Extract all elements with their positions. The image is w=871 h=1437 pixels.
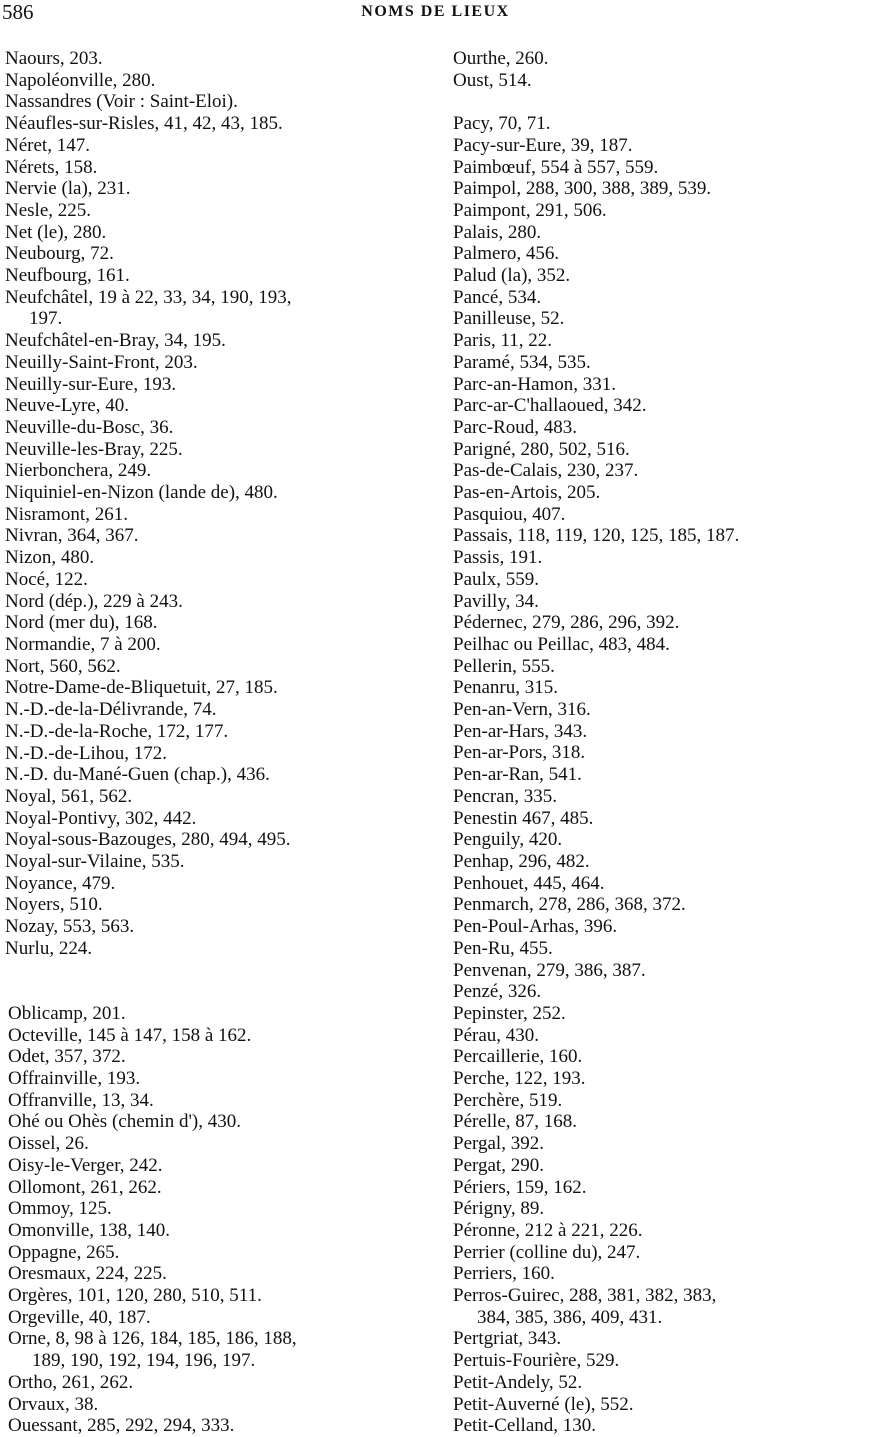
index-entry: Orvaux, 38. — [8, 1393, 99, 1415]
index-entry: Nervie (la), 231. — [5, 178, 131, 200]
index-entry: Nord (dép.), 229 à 243. — [5, 590, 183, 612]
index-entry: Paimbœuf, 554 à 557, 559. — [453, 156, 659, 178]
index-entry: Ollomont, 261, 262. — [8, 1176, 162, 1198]
index-entry: Ortho, 261, 262. — [8, 1371, 134, 1393]
index-entry: Pasquiou, 407. — [453, 503, 566, 525]
index-entry: Palmero, 456. — [453, 243, 560, 265]
index-entry: Penanru, 315. — [453, 677, 559, 699]
index-entry: Notre-Dame-de-Bliquetuit, 27, 185. — [5, 677, 278, 699]
index-entry: Neufchâtel, 19 à 22, 33, 34, 190, 193, — [5, 286, 292, 308]
index-entry: Petit-Andely, 52. — [453, 1371, 583, 1393]
index-entry: N.-D.-de-Lihou, 172. — [5, 742, 167, 764]
index-entry: Nassandres (Voir : Saint-Eloi). — [5, 91, 238, 113]
page-number: 586 — [2, 0, 34, 24]
index-entry: Oppagne, 265. — [8, 1241, 120, 1263]
index-entry: Nurlu, 224. — [5, 937, 93, 959]
index-entry: 384, 385, 386, 409, 431. — [477, 1306, 663, 1328]
index-entry: Nord (mer du), 168. — [5, 612, 158, 634]
index-entry: Pen-ar-Pors, 318. — [453, 742, 586, 764]
section-gap — [453, 91, 869, 113]
index-entry: Neuve-Lyre, 40. — [5, 395, 129, 417]
index-entry: Oissel, 26. — [8, 1133, 89, 1155]
index-entry: Odet, 357, 372. — [8, 1046, 126, 1068]
index-entry: Noyal-sous-Bazouges, 280, 494, 495. — [5, 829, 291, 851]
index-entry: N.-D.-de-la-Roche, 172, 177. — [5, 720, 229, 742]
index-entry: Perros-Guirec, 288, 381, 382, 383, — [453, 1285, 717, 1307]
index-entry: Passis, 191. — [453, 547, 543, 569]
index-entry: Nort, 560, 562. — [5, 655, 121, 677]
index-entry: Neufchâtel-en-Bray, 34, 195. — [5, 330, 226, 352]
right-group-p — [453, 113, 869, 1437]
index-entry: Petit-Celland, 130. — [453, 1415, 597, 1437]
index-entry: Perche, 122, 193. — [453, 1068, 586, 1090]
index-entry: Pavilly, 34. — [453, 590, 539, 612]
index-entry: Paramé, 534, 535. — [453, 351, 591, 373]
index-entry: Omonville, 138, 140. — [8, 1219, 171, 1241]
index-entry: Oblicamp, 201. — [8, 1002, 126, 1024]
index-entry: 189, 190, 192, 194, 196, 197. — [32, 1350, 256, 1372]
index-entry: Pérelle, 87, 168. — [453, 1111, 578, 1133]
index-entry: Ommoy, 125. — [8, 1198, 112, 1220]
index-entry: Penzé, 326. — [453, 981, 542, 1003]
index-entry: Péronne, 212 à 221, 226. — [453, 1219, 643, 1241]
index-entry: Parc-an-Hamon, 331. — [453, 373, 617, 395]
index-entry: Nierbonchera, 249. — [5, 460, 152, 482]
index-entry: Oresmaux, 224, 225. — [8, 1263, 167, 1285]
index-entry: Penvenan, 279, 386, 387. — [453, 959, 646, 981]
index-entry: Pertuis-Fourière, 529. — [453, 1350, 620, 1372]
index-entry: Paulx, 559. — [453, 568, 540, 590]
index-entry: Perriers, 160. — [453, 1263, 555, 1285]
index-entry: Offranville, 13, 34. — [8, 1089, 154, 1111]
left-column — [5, 48, 425, 1437]
index-entry: Nesle, 225. — [5, 199, 92, 221]
index-entry: Penestin 467, 485. — [453, 807, 594, 829]
index-entry: Pellerin, 555. — [453, 655, 555, 677]
index-entry: Pas-de-Calais, 230, 237. — [453, 460, 639, 482]
index-entry: Ohé ou Ohès (chemin d'), 430. — [8, 1111, 241, 1133]
index-entry: Penhap, 296, 482. — [453, 851, 590, 872]
index-entry: Orne, 8, 98 à 126, 184, 185, 186, 188, — [8, 1328, 297, 1350]
index-entry: Neuville-les-Bray, 225. — [5, 438, 183, 460]
index-entry: Noyal-sur-Vilaine, 535. — [5, 851, 185, 873]
right-group-o — [453, 48, 869, 91]
index-entry: Neufbourg, 161. — [5, 265, 130, 287]
index-entry: Pen-ar-Hars, 343. — [453, 720, 588, 742]
index-entry: Pepinster, 252. — [453, 1002, 566, 1024]
index-entry: Oust, 514. — [453, 69, 532, 91]
index-entry: Palud (la), 352. — [453, 265, 571, 287]
index-entry: Naours, 203. — [5, 48, 103, 69]
index-entry: Penguily, 420. — [453, 829, 563, 851]
index-entry: Normandie, 7 à 200. — [5, 633, 161, 655]
index-entry: Peilhac ou Peillac, 483, 484. — [453, 633, 670, 655]
index-entry: Noyers, 510. — [5, 894, 103, 916]
index-entry: Pergat, 290. — [453, 1154, 544, 1176]
section-gap — [5, 960, 425, 982]
index-entry: Ouessant, 285, 292, 294, 333. — [8, 1415, 235, 1437]
index-entry: Panilleuse, 52. — [453, 308, 565, 330]
index-entry: N.-D. du-Mané-Guen (chap.), 436. — [5, 764, 270, 786]
index-entry: Nivran, 364, 367. — [5, 525, 139, 547]
left-group-n — [5, 48, 425, 960]
index-entry: Noyance, 479. — [5, 872, 116, 894]
index-entry: Pérau, 430. — [453, 1024, 540, 1046]
index-entry: Penhouet, 445, 464. — [453, 872, 605, 894]
index-entry: Oisy-le-Verger, 242. — [8, 1154, 163, 1176]
right-column — [453, 48, 869, 1437]
index-entry: Nozay, 553, 563. — [5, 916, 135, 938]
running-title: NOMS DE LIEUX — [361, 3, 510, 20]
index-entry: Nisramont, 261. — [5, 503, 128, 525]
index-entry: Orgeville, 40, 187. — [8, 1306, 151, 1328]
index-entry: Périgny, 89. — [453, 1198, 545, 1220]
index-entry: Pancé, 534. — [453, 286, 542, 308]
index-entry: Pertgriat, 343. — [453, 1328, 562, 1350]
index-entry: Neuilly-Saint-Front, 203. — [5, 351, 198, 373]
index-entry: Paimpont, 291, 506. — [453, 199, 607, 221]
index-entry: Noyal-Pontivy, 302, 442. — [5, 807, 197, 829]
index-entry: Nérets, 158. — [5, 156, 98, 178]
index-entry: Nizon, 480. — [5, 547, 95, 569]
index-entry: 197. — [29, 308, 63, 330]
index-entry: Neubourg, 72. — [5, 243, 114, 265]
index-entry: Pergal, 392. — [453, 1133, 544, 1155]
index-entry: Néret, 147. — [5, 134, 90, 156]
index-entry: Perrier (colline du), 247. — [453, 1241, 641, 1263]
index-entry: Parc-Roud, 483. — [453, 416, 578, 438]
index-entry: N.-D.-de-la-Délivrande, 74. — [5, 699, 217, 721]
index-entry: Pen-Ru, 455. — [453, 937, 553, 959]
index-entry: Pacy, 70, 71. — [453, 113, 551, 135]
index-entry: Percaillerie, 160. — [453, 1046, 583, 1068]
index-entry: Noyal, 561, 562. — [5, 785, 133, 807]
index-entry: Nocé, 122. — [5, 568, 88, 590]
index-entry: Napoléonville, 280. — [5, 69, 156, 91]
index-entry: Ourthe, 260. — [453, 48, 549, 69]
index-entry: Neuilly-sur-Eure, 193. — [5, 373, 177, 395]
index-entry: Paris, 11, 22. — [453, 330, 553, 352]
index-entry: Orgères, 101, 120, 280, 510, 511. — [8, 1285, 262, 1307]
index-entry: Parc-ar-C'hallaoued, 342. — [453, 395, 647, 417]
index-entry: Pédernec, 279, 286, 296, 392. — [453, 612, 680, 634]
index-entry: Pen-an-Vern, 316. — [453, 699, 591, 721]
index-entry: Petit-Auverné (le), 552. — [453, 1393, 634, 1415]
section-gap — [5, 981, 425, 1003]
index-entry: Palais, 280. — [453, 221, 542, 243]
index-entry: Pen-ar-Ran, 541. — [453, 764, 582, 786]
index-entry: Octeville, 145 à 147, 158 à 162. — [8, 1024, 252, 1046]
index-entry: Pacy-sur-Eure, 39, 187. — [453, 134, 633, 156]
index-entry: Neuville-du-Bosc, 36. — [5, 416, 174, 438]
index-entry: Pencran, 335. — [453, 785, 557, 807]
index-entry: Pen-Poul-Arhas, 396. — [453, 916, 618, 938]
left-group-o — [5, 1003, 425, 1437]
index-entry: Offrainville, 193. — [8, 1068, 141, 1090]
index-entry: Néaufles-sur-Risles, 41, 42, 43, 185. — [5, 113, 283, 135]
index-entry: Paimpol, 288, 300, 388, 389, 539. — [453, 178, 712, 200]
index-entry: Niquiniel-en-Nizon (lande de), 480. — [5, 482, 278, 504]
index-entry: Penmarch, 278, 286, 368, 372. — [453, 894, 686, 916]
index-entry: Pas-en-Artois, 205. — [453, 482, 601, 504]
index-entry: Passais, 118, 119, 120, 125, 185, 187. — [453, 525, 740, 547]
index-entry: Perchère, 519. — [453, 1089, 563, 1111]
index-entry: Net (le), 280. — [5, 221, 107, 243]
index-entry: Parigné, 280, 502, 516. — [453, 438, 630, 460]
index-entry: Périers, 159, 162. — [453, 1176, 587, 1198]
